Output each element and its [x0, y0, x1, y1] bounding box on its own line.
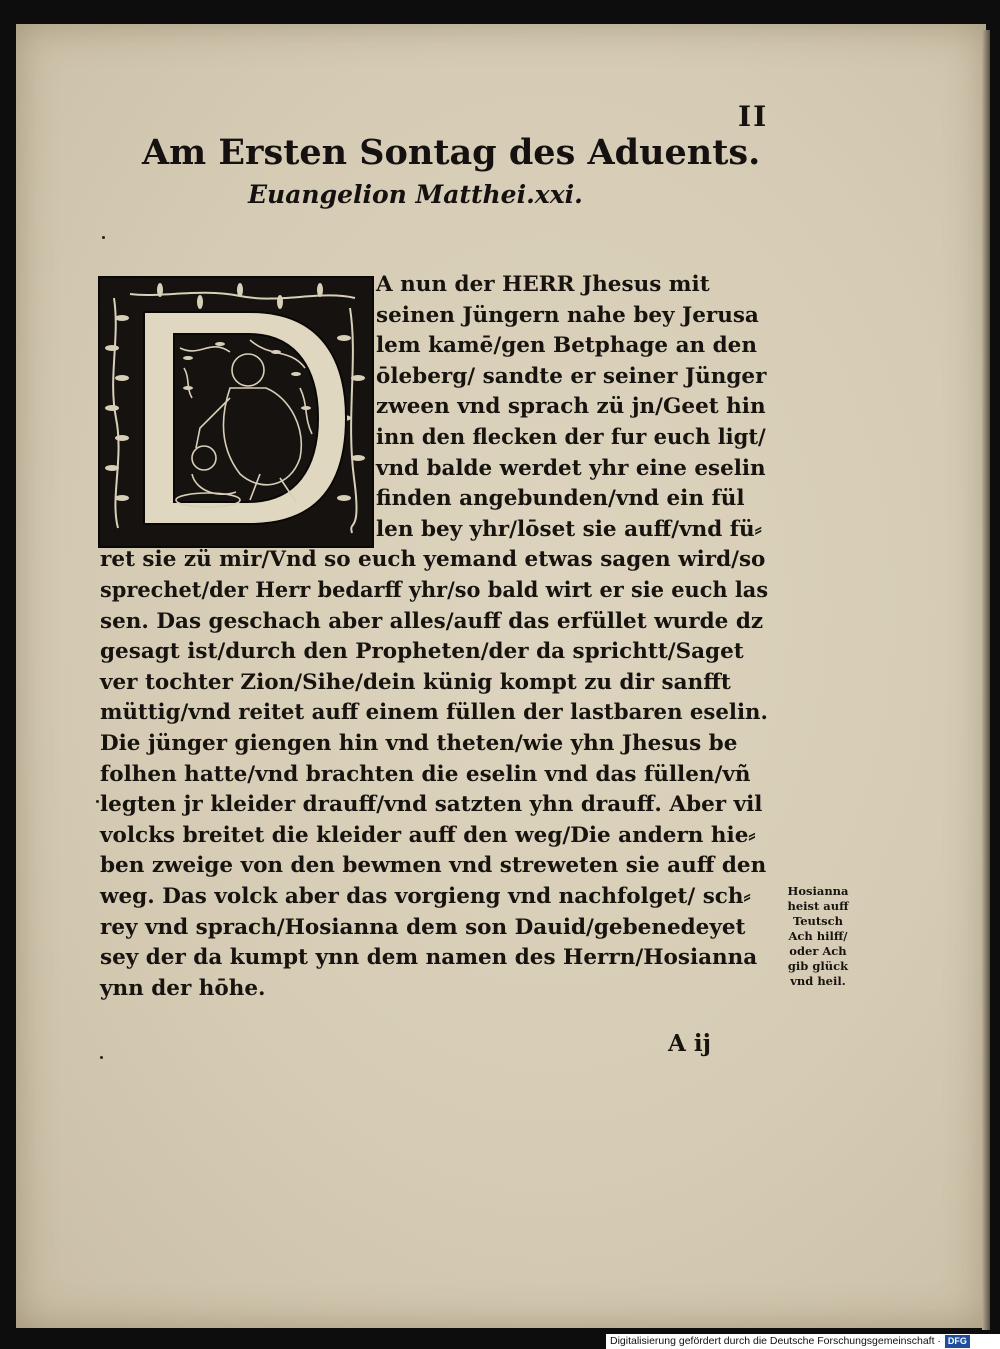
page-title: Am Ersten Sontag des Aduents.: [142, 132, 761, 173]
text-line: rey vnd sprach/Hosianna dem son Dauid/gebenedeyet: [100, 914, 746, 940]
text-line: weg. Das volck aber das vorgieng vnd nachfolget/ sch⸗: [100, 884, 751, 909]
text-line: A nun der HERR Jhesus mit: [376, 272, 710, 297]
ink-speck: [96, 800, 99, 803]
text-line: seinen Jüngern nahe bey Jerusa: [376, 302, 759, 328]
text-line: finden angebunden/vnd ein fül: [376, 486, 745, 512]
text-line: sen. Das geschach aber alles/auff das erfüllet wurde dz: [100, 608, 764, 634]
margin-note-line: oder Ach: [789, 944, 847, 958]
text-line: sey der da kumpt ynn dem namen des Herrn/Hosianna: [100, 945, 758, 971]
margin-note-line: vnd heil.: [790, 974, 846, 988]
text-line: legten jr kleider drauff/vnd satzten yhn drauff. Aber vil: [100, 792, 763, 818]
page-edge: [982, 30, 990, 1330]
page-subtitle: Euangelion Matthei.xxi.: [248, 180, 583, 209]
text-line: folhen hatte/vnd brachten die eselin vnd das füllen/vñ: [100, 761, 751, 787]
text-line: lem kamē/gen Betphage an den: [376, 333, 757, 359]
margin-note-line: gib glück: [787, 959, 849, 973]
signature-mark: A ij: [668, 1030, 711, 1057]
page-number: II: [738, 100, 769, 133]
text-line: müttig/vnd reitet auff einem füllen der lastbaren eselin.: [100, 700, 768, 726]
text-line: ret sie zü mir/Vnd so euch yemand etwas sagen wird/so: [100, 547, 766, 573]
margin-note-line: Teutsch: [792, 914, 844, 928]
text-line: vnd balde werdet yhr eine eselin: [376, 455, 766, 481]
text-line: ōleberg/ sandte er seiner Jünger: [376, 363, 767, 389]
decorated-initial-d: [98, 276, 374, 548]
text-line: volcks breitet die kleider auff den weg/Die andern hie⸗: [100, 822, 756, 848]
dfg-logo-icon: DFG: [945, 1335, 970, 1348]
digitization-footer: [606, 1334, 1000, 1349]
text-line: len bey yhr/lōset sie auff/vnd fü⸗: [376, 516, 762, 542]
margin-note: [778, 884, 858, 989]
margin-note-line: Hosianna: [787, 884, 849, 898]
text-line: zween vnd sprach zü jn/Geet hin: [376, 394, 766, 420]
margin-note-line: heist auff: [787, 899, 849, 913]
text-line: inn den flecken der fur euch ligt/: [376, 425, 766, 450]
footer-text: Digitalisierung gefördert durch die Deutsche Forschungsgemeinschaft ·: [610, 1335, 941, 1347]
text-line: ynn der hōhe.: [100, 975, 266, 1001]
text-line: ben zweige von den bewmen vnd streweten sie auff den: [100, 853, 767, 879]
ink-speck: [100, 1056, 103, 1059]
text-line: ver tochter Zion/Sihe/dein künig kompt zu dir sanfft: [100, 669, 731, 695]
text-line: sprechet/der Herr bedarff yhr/so bald wirt er sie euch las: [100, 578, 769, 603]
text-line: gesagt ist/durch den Propheten/der da sprichtt/Saget: [100, 639, 744, 665]
ink-speck: [102, 236, 105, 239]
margin-note-line: Ach hilff/: [788, 929, 848, 943]
woodcut-illustration-icon: [100, 278, 372, 546]
text-line: Die jünger giengen hin vnd theten/wie yhn Jhesus be: [100, 731, 738, 756]
